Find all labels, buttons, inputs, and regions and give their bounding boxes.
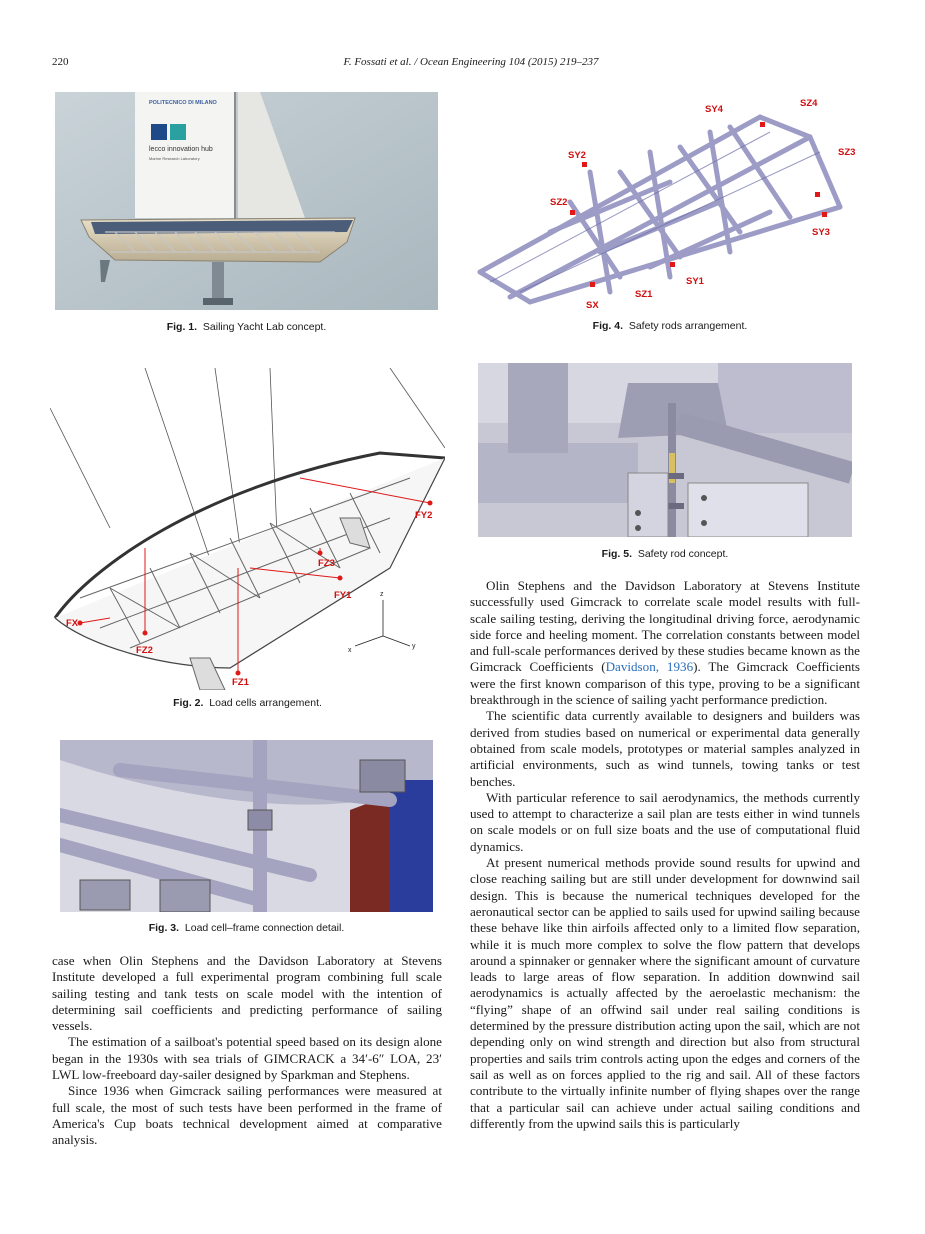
figure-2-number: Fig. 2. <box>173 697 204 709</box>
sail-text-3: Marine Research Laboratory <box>149 156 200 161</box>
figure-5-image <box>478 363 852 537</box>
figure-5-caption <box>478 548 852 560</box>
fig4-label-sx: SX <box>586 300 599 311</box>
fig2-label-fy2: FY2 <box>415 510 433 521</box>
page-number: 220 <box>52 56 69 68</box>
figure-4-image <box>470 92 870 312</box>
figure-3-number: Fig. 3. <box>148 922 180 934</box>
figure-1-image <box>55 92 438 310</box>
fig4-label-sy4: SY4 <box>705 104 723 115</box>
figure-5-number: Fig. 5. <box>601 548 632 560</box>
left-paragraph-3: Since 1936 when Gimcrack sailing performances were measured at full scale, the most of such tests have been performed in the frame of America's Cup boats technical development aimed at comparative analysis. <box>52 1083 442 1148</box>
fig2-label-fx: FX <box>66 618 79 629</box>
right-paragraph-3: With particular reference to sail aerodynamics, the methods currently used to attempt to characterize a sail plan are tests either in wind tunnels on scale models or on full size boats and the use of computational fluid dynamics. <box>470 789 860 854</box>
figure-1-number: Fig. 1. <box>166 321 198 333</box>
fig2-axis-z: z <box>380 591 384 598</box>
sail-text-1: POLITECNICO DI MILANO <box>149 100 217 106</box>
fig2-label-fy1: FY1 <box>334 590 352 601</box>
figure-1-caption <box>55 321 438 333</box>
fig2-label-fz3: FZ3 <box>318 558 335 569</box>
figure-2-caption <box>50 697 445 709</box>
fig4-label-sz4: SZ4 <box>800 98 818 109</box>
figure-4-number: Fig. 4. <box>592 320 623 332</box>
figure-4-caption <box>470 320 870 332</box>
running-header <box>52 56 890 72</box>
left-paragraph-1: case when Olin Stephens and the Davidson Laboratory at Stevens Institute developed a full experimental program combining full scale sailing testing and tank tests on scale model with the intention of determining sail coefficients and predicting performance of sailing vessels. <box>52 953 442 1034</box>
right-paragraph-1 <box>470 578 860 708</box>
figure-5-caption-text: Safety rod concept. <box>637 548 729 560</box>
right-paragraph-1-a: Olin Stephens and the Davidson Laboratory at Stevens Institute successfully used Gimcrack to correlate scale model results with full-scale sailing testing, deriving the longitudinal driving force, aerodynamic side force and heeling moment. The correlation constants between model and full-scale performances derived by these studies became known as the Gimcrack Coefficients ( <box>470 578 860 675</box>
left-paragraph-2: The estimation of a sailboat's potential speed based on its design alone began in the 1930s with sea trials of GIMCRACK a 34′-6″ LOA, 23′ LWL low-freeboard day-sailer designed by Sparkman and Stephens. <box>52 1034 442 1083</box>
fig4-label-sz2: SZ2 <box>550 197 568 208</box>
fig4-label-sz3: SZ3 <box>838 147 856 158</box>
citation-davidson-1936[interactable]: Davidson, 1936 <box>605 659 694 675</box>
right-column-text <box>470 578 860 1132</box>
figure-3-image <box>60 740 433 912</box>
figure-1-caption-text: Sailing Yacht Lab concept. <box>202 321 327 333</box>
right-paragraph-1-b: ). The Gimcrack Coefficients were the first known comparison of this type, proving to be a significant breakthrough in the science of sailing yacht performance prediction. <box>470 659 860 708</box>
right-paragraph-4: At present numerical methods provide sound results for upwind and close reaching sailing but are still under development for downwind sail design. This is because the numerical techniques developed for the aeronautical sector can be applied to sails used for upwind sailing because these behave like thin airfoils affected only to a limited flow separation, while it is much more complex to solve the flow pattern that develops around a spinnaker or gennaker where the significant amount of curvature leads to large areas of flow separation. In addition downwind sail aerodynamics is actually affected by the aeroelastic mechanism: the “flying” shape of an offwind sail under real sailing conditions is determined by the pressure distribution acting upon the sail, which are not depending only on wind strength and direction but also from structural properties and sails trim controls acting upon the edges and corners of the sail as well as on forces applied to the rig and sail. All of these factors contribute to the virtually infinite number of flying shapes over the range that a particular sail can achieve under actual sailing conditions and differently from the upwind sails this is particularly <box>470 855 860 1131</box>
fig4-label-sy1: SY1 <box>686 276 704 287</box>
fig4-label-sy2: SY2 <box>568 150 586 161</box>
figure-2-caption-text: Load cells arrangement. <box>209 697 322 709</box>
journal-citation: F. Fossati et al. / Ocean Engineering 104 (2015) 219–237 <box>343 56 599 68</box>
fig2-label-fz2: FZ2 <box>136 645 153 656</box>
fig2-axis-x: x <box>348 647 352 654</box>
fig2-axis-y: y <box>412 643 416 650</box>
fig4-label-sz1: SZ1 <box>635 289 653 300</box>
right-paragraph-2: The scientific data currently available to designers and builders was derived from studies based on numerical or experimental data generally obtained from scale models, prototypes or material samples analyzed in artificial environments, such as wind tunnels, towing tanks or test benches. <box>470 708 860 789</box>
figure-4-caption-text: Safety rods arrangement. <box>628 320 748 332</box>
figure-3-caption-text: Load cell–frame connection detail. <box>184 922 345 934</box>
fig2-label-fz1: FZ1 <box>232 677 249 688</box>
figure-2-image <box>50 368 445 690</box>
fig4-label-sy3: SY3 <box>812 227 830 238</box>
figure-3-caption <box>60 922 433 934</box>
left-column-text <box>52 953 442 1149</box>
sail-text-2: lecco innovation hub <box>149 146 213 153</box>
